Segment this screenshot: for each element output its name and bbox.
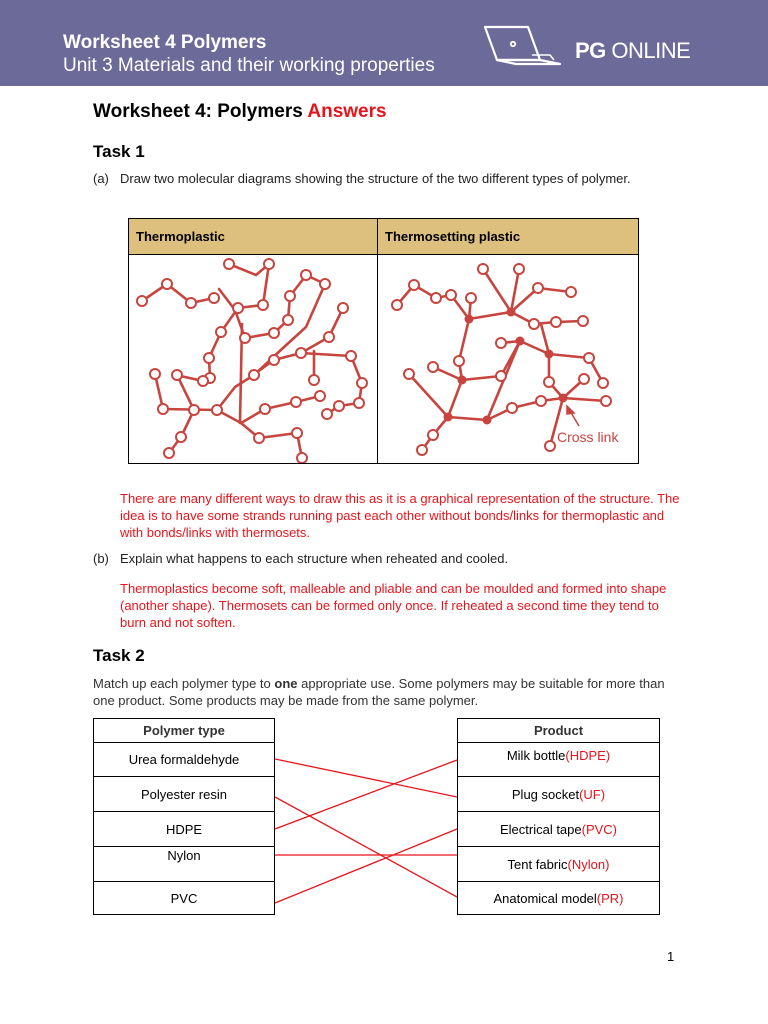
thermosetting-header: Thermosetting plastic <box>378 219 638 255</box>
question-b-letter: (b) <box>93 551 109 566</box>
answer-a: There are many different ways to draw this as it is a graphical representation of the structure. The idea is to have some strands running past each other without bonds/links for thermoplastic and with bonds/links with thermosets. <box>120 491 680 540</box>
product-header: Product <box>457 718 660 743</box>
molecular-diagram-table <box>128 218 639 464</box>
question-a-text: Draw two molecular diagrams showing the structure of the two different types of polymer. <box>120 171 631 186</box>
thermoplastic-header: Thermoplastic <box>129 219 378 255</box>
header-subtitle: Unit 3 Materials and their working properties <box>63 55 435 76</box>
question-a-letter: (a) <box>93 171 109 186</box>
page-number: 1 <box>667 949 675 964</box>
task2-heading: Task 2 <box>93 646 145 665</box>
document-title: Worksheet 4: Polymers Answers <box>93 101 387 122</box>
task1-heading: Task 1 <box>93 142 145 161</box>
match-line-uf <box>275 759 457 797</box>
product-anatomical-model: Anatomical model (PR) <box>457 881 660 915</box>
polymer-type-header: Polymer type <box>93 718 275 743</box>
question-b-text: Explain what happens to each structure when reheated and cooled. <box>120 551 509 566</box>
cross-link-label: Cross link <box>557 429 619 445</box>
match-line-pvc <box>275 829 457 903</box>
polymer-nylon: Nylon <box>93 846 275 882</box>
header-banner <box>0 0 768 86</box>
polymer-urea-formaldehyde: Urea formaldehyde <box>93 742 275 777</box>
polymer-polyester-resin: Polyester resin <box>93 776 275 812</box>
brand-logo: PG ONLINE <box>575 38 691 63</box>
polymer-hdpe: HDPE <box>93 811 275 847</box>
match-line-pr <box>275 797 457 897</box>
product-milk-bottle: Milk bottle (HDPE) <box>457 742 660 777</box>
thermoplastic-diagram <box>129 255 377 463</box>
polymer-pvc: PVC <box>93 881 275 915</box>
header-title: Worksheet 4 Polymers <box>63 32 267 53</box>
answer-b: Thermoplastics become soft, malleable and pliable and can be moulded and formed into shape (another shape). Thermosets can be formed only once. If reheated a second time they tend to burn and not soften. <box>120 581 667 630</box>
product-plug-socket: Plug socket (UF) <box>457 776 660 812</box>
laptop-icon <box>480 24 566 72</box>
product-electrical-tape: Electrical tape (PVC) <box>457 811 660 847</box>
matching-lines <box>275 740 457 910</box>
product-tent-fabric: Tent fabric (Nylon) <box>457 846 660 882</box>
match-line-hdpe <box>275 760 457 829</box>
task2-intro: Match up each polymer type to one appropriate use. Some polymers may be suitable for more than one product. Some products may be made from the same polymer. <box>93 676 665 708</box>
thermosetting-diagram <box>378 255 638 463</box>
